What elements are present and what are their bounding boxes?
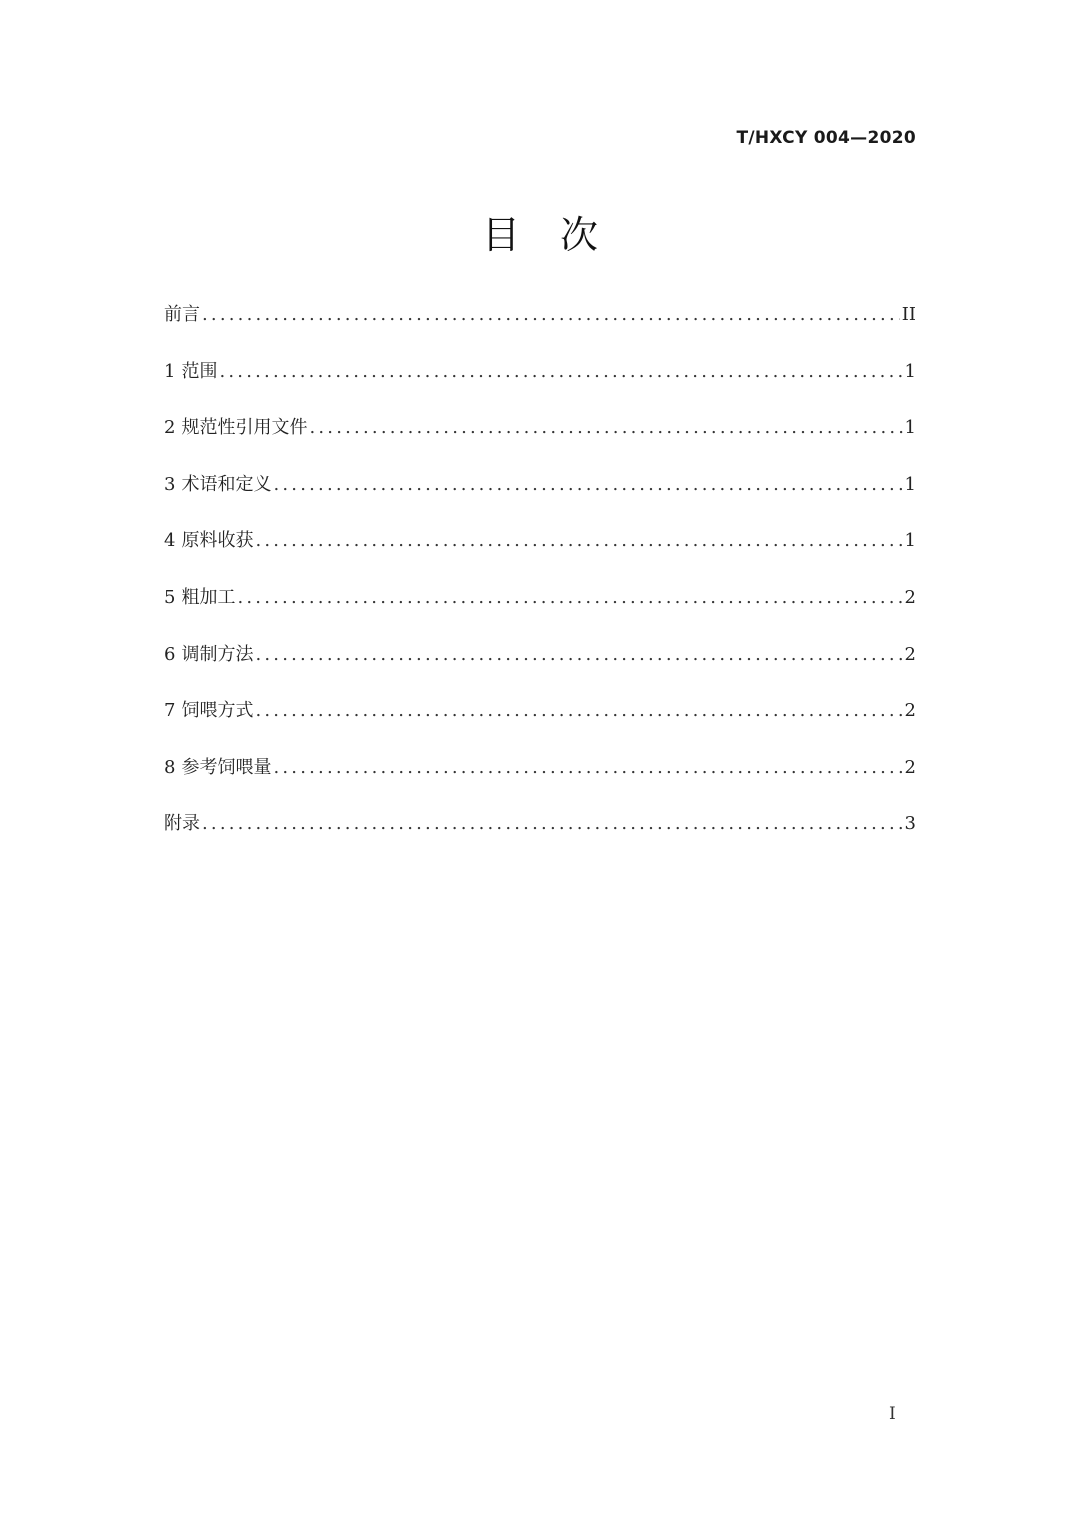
page-title: 目次 [481, 213, 638, 257]
dot-leader [255, 644, 902, 665]
dot-leader [237, 587, 902, 608]
toc-entry-number: 8 [164, 756, 176, 778]
toc-entry-scope[interactable] [164, 357, 916, 414]
toc-entry-page: II [901, 304, 916, 325]
dot-leader [219, 361, 902, 382]
toc-entry-page: 3 [904, 813, 916, 835]
dot-leader [202, 813, 903, 834]
toc-entry-raw-material-harvest[interactable] [164, 526, 916, 583]
dot-leader [202, 304, 900, 325]
toc-entry-number: 2 [164, 417, 176, 439]
table-of-contents [164, 300, 916, 866]
toc-entry-label: 范围 [181, 360, 218, 382]
toc-entry-number: 5 [164, 586, 176, 608]
document-code: T/HXCY 004—2020 [736, 128, 916, 148]
toc-entry-appendix[interactable] [164, 809, 916, 866]
toc-entry-number: 4 [164, 530, 176, 552]
toc-entry-page: 1 [904, 417, 916, 439]
toc-entry-number: 6 [164, 643, 176, 665]
toc-entry-foreword[interactable] [164, 300, 916, 357]
toc-entry-page: 1 [904, 360, 916, 382]
toc-entry-page: 1 [904, 530, 916, 552]
toc-entry-number: 1 [164, 360, 176, 382]
toc-entry-number: 7 [164, 700, 176, 722]
toc-entry-page: 2 [904, 643, 916, 665]
toc-entry-label: 饲喂方式 [181, 700, 254, 722]
toc-entry-page: 2 [904, 586, 916, 608]
dot-leader [309, 417, 902, 438]
toc-entry-number: 3 [164, 473, 176, 495]
dot-leader [273, 474, 902, 495]
toc-entry-rough-processing[interactable] [164, 583, 916, 640]
dot-leader [255, 700, 902, 721]
toc-entry-label: 参考饲喂量 [181, 756, 272, 778]
toc-entry-page: 2 [904, 756, 916, 778]
toc-entry-label: 术语和定义 [181, 473, 272, 495]
toc-entry-label: 前言 [164, 304, 200, 325]
toc-entry-page: 2 [904, 700, 916, 722]
page-number: I [889, 1404, 896, 1424]
toc-entry-page: 1 [904, 473, 916, 495]
toc-entry-label: 附录 [164, 813, 200, 835]
dot-leader [273, 757, 902, 778]
toc-entry-normative-references[interactable] [164, 413, 916, 470]
toc-entry-label: 粗加工 [181, 586, 236, 608]
toc-entry-label: 原料收获 [181, 530, 254, 552]
toc-entry-label: 调制方法 [181, 643, 254, 665]
toc-entry-preparation-method[interactable] [164, 640, 916, 697]
toc-entry-feeding-method[interactable] [164, 696, 916, 753]
dot-leader [255, 530, 902, 551]
toc-entry-label: 规范性引用文件 [181, 417, 308, 439]
toc-entry-reference-feeding-amount[interactable] [164, 753, 916, 810]
toc-entry-terms-definitions[interactable] [164, 470, 916, 527]
